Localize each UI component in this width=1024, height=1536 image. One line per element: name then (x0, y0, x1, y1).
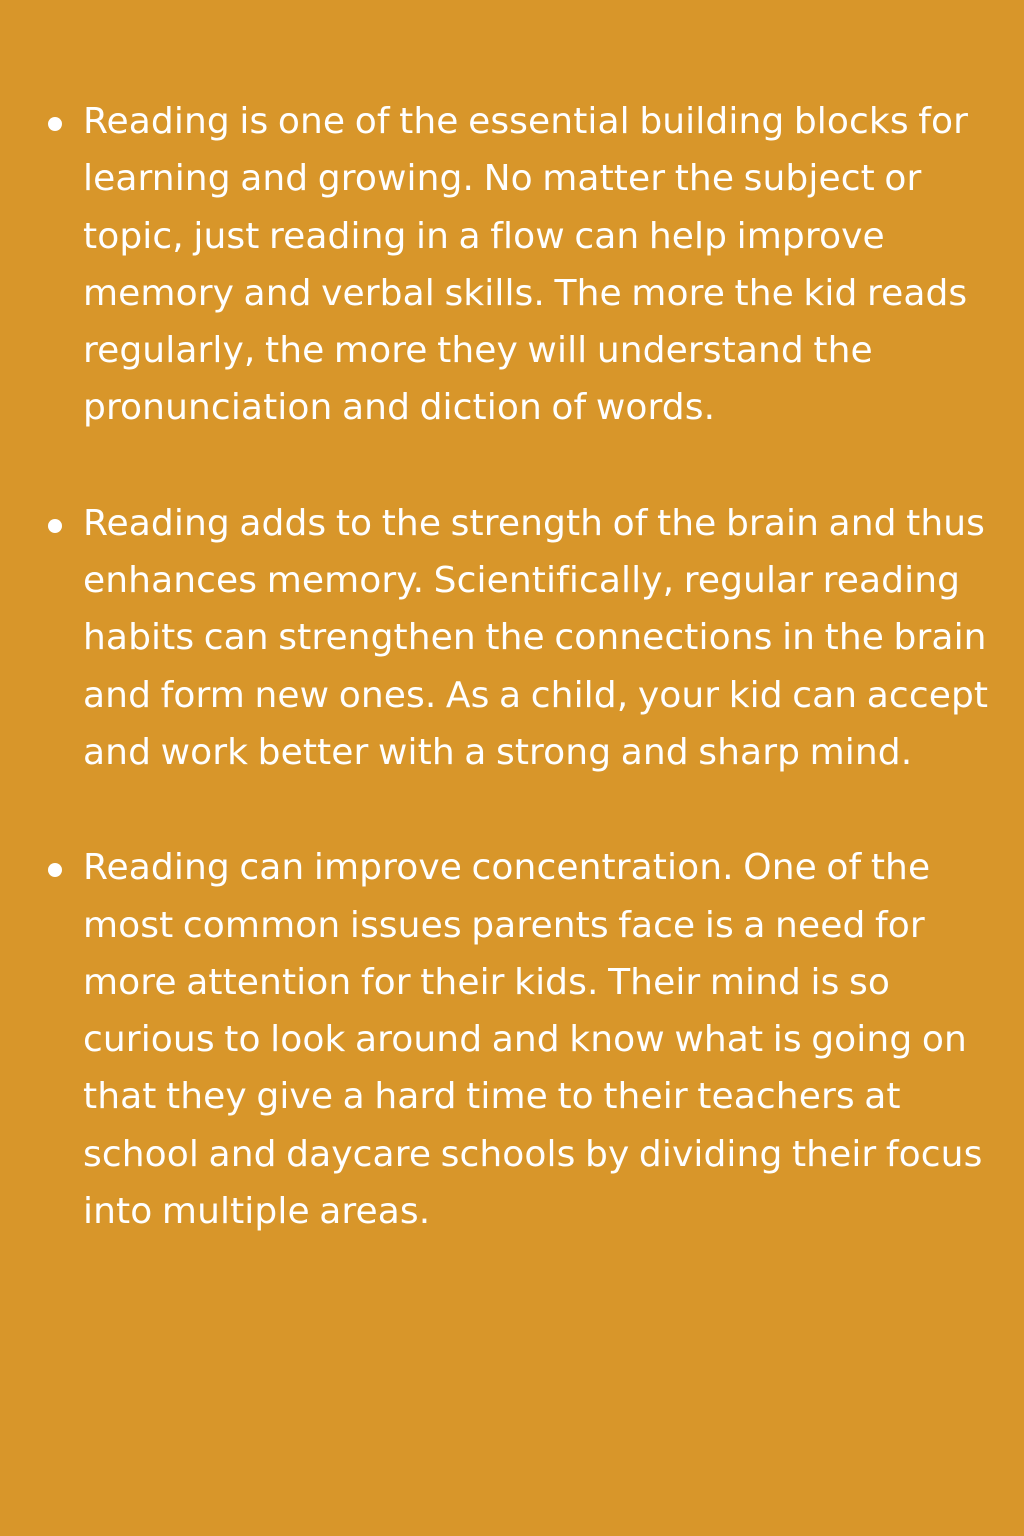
list-item (0, 839, 1024, 1240)
list-item (0, 93, 1024, 437)
bullet-text: Reading can improve concentration. One of the most common issues parents face is a need for more attention for their kids. Their mind is so curious to look around and know what is going on that they give a hard time to their teachers at school and daycare schools by dividing their focus into multiple areas. (83, 847, 983, 1233)
list-item (0, 495, 1024, 781)
bullet-text: Reading is one of the essential building blocks for learning and growing. No matter the subject or topic, just reading in a flow can help improve memory and verbal skills. The more the kid reads regularly, the more they will understand the pronunciation and diction of words. (83, 101, 969, 429)
bullet-dot-icon (48, 863, 62, 877)
bullet-list (0, 93, 1024, 1240)
bullet-text: Reading adds to the strength of the brain and thus enhances memory. Scientifically, regular reading habits can strengthen the connections in the brain and form new ones. As a child, your kid can accept and work better with a strong and sharp mind. (83, 502, 989, 773)
bullet-dot-icon (48, 117, 62, 131)
bullet-dot-icon (48, 519, 62, 533)
